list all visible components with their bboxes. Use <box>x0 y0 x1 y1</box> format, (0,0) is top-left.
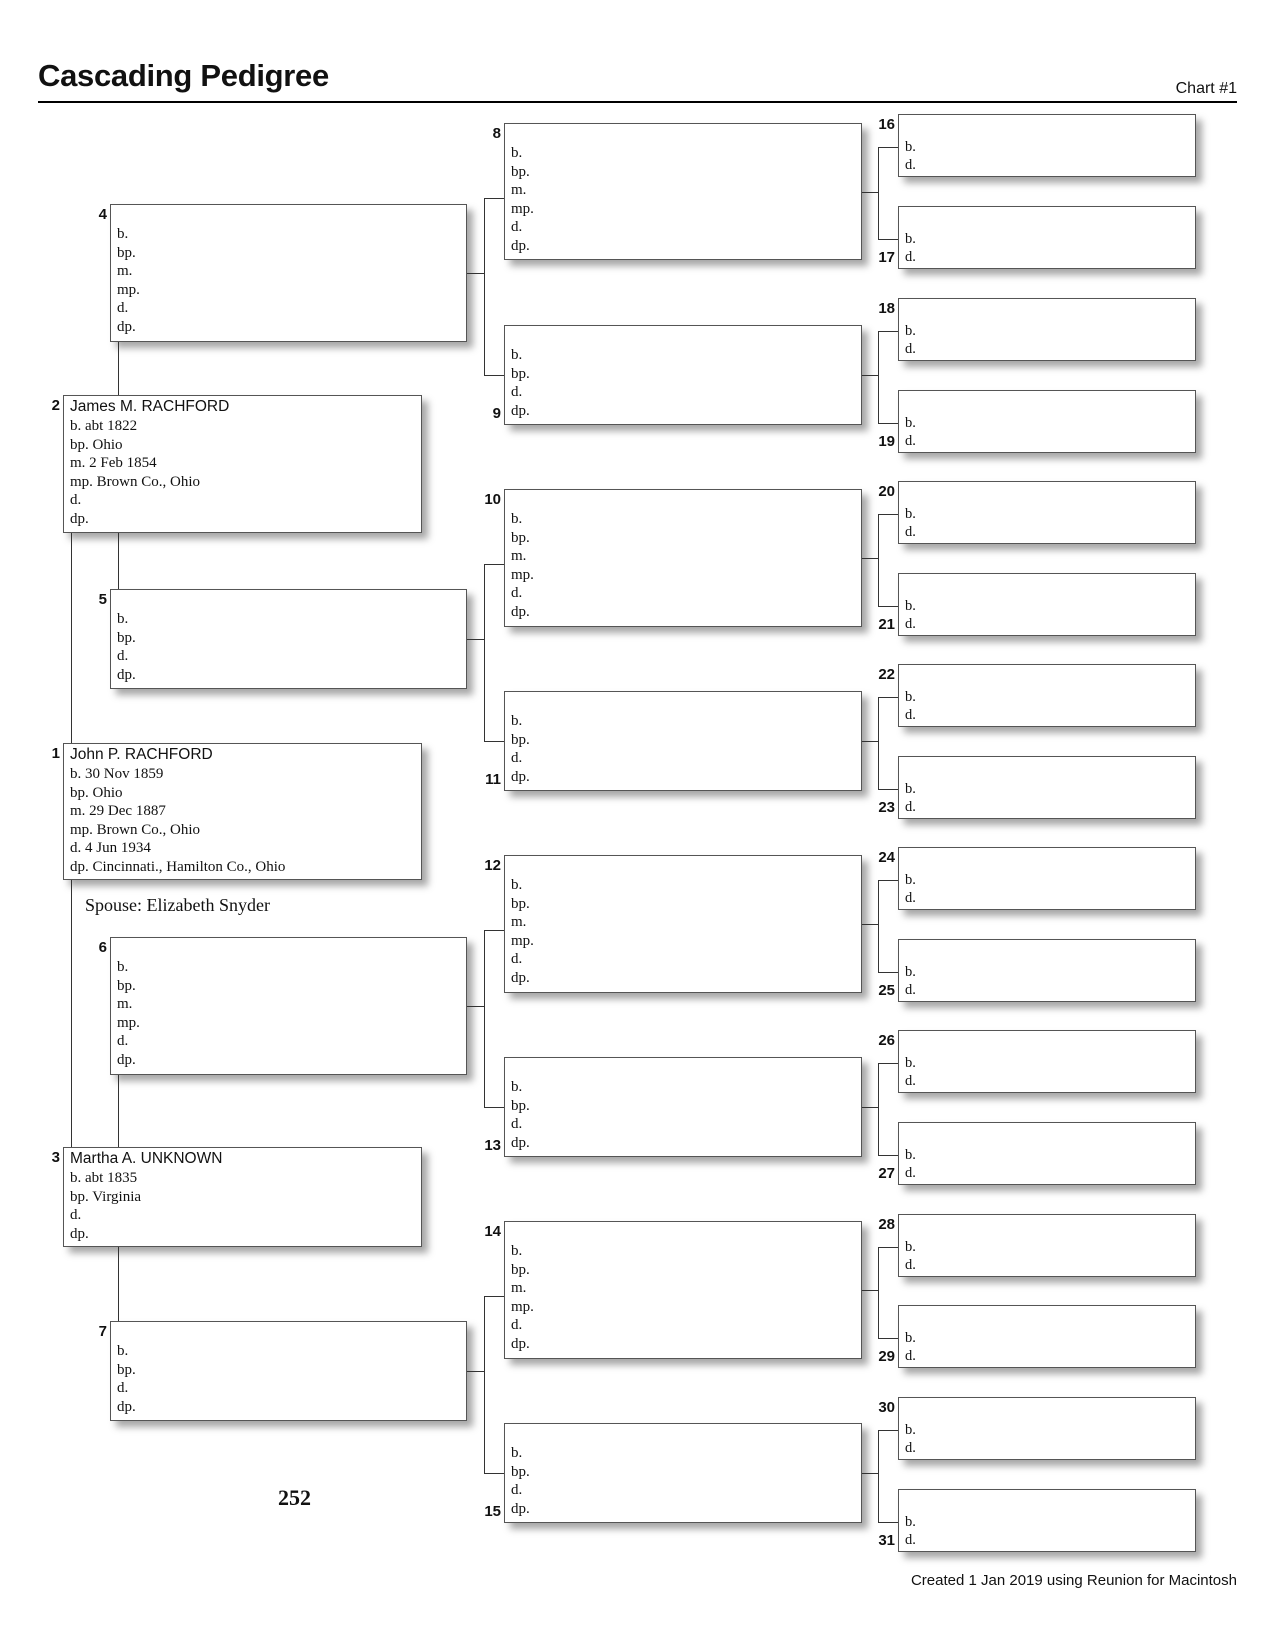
person-box-18[interactable] <box>898 298 1196 361</box>
fact-line: dp. <box>511 237 530 254</box>
fact-line: bp. Ohio <box>70 436 123 453</box>
fact-line: bp. <box>117 244 136 261</box>
fact-line: d. <box>511 384 523 400</box>
connector-line <box>862 741 878 742</box>
fact-line: d. <box>511 1317 523 1333</box>
fact-line: d. <box>511 1116 523 1132</box>
connector-line <box>484 741 504 742</box>
connector-line <box>878 239 898 240</box>
person-box-1[interactable] <box>63 743 422 880</box>
fact-line: d. <box>511 1482 523 1498</box>
connector-line <box>862 375 878 376</box>
person-number: 20 <box>878 483 895 500</box>
fact-line: bp. <box>117 629 136 646</box>
fact-line: b. <box>905 1330 916 1346</box>
name-placeholder <box>511 490 861 510</box>
person-number: 6 <box>98 939 107 956</box>
person-number: 28 <box>878 1216 895 1233</box>
person-number: 27 <box>878 1165 895 1182</box>
person-box-17[interactable] <box>898 206 1196 269</box>
connector-line <box>484 1473 504 1474</box>
page-number: 252 <box>278 1485 311 1510</box>
fact-line: b. <box>511 1243 523 1259</box>
fact-line: d. <box>117 300 129 316</box>
fact-line: mp. <box>511 1298 534 1315</box>
person-name: James M. RACHFORD <box>70 398 230 415</box>
person-number: 14 <box>484 1223 501 1240</box>
fact-line: m. 2 Feb 1854 <box>70 455 157 471</box>
connector-line <box>484 930 485 1107</box>
connector-line <box>484 198 504 199</box>
person-box-11[interactable] <box>504 691 862 791</box>
person-box-19[interactable] <box>898 390 1196 453</box>
person-box-31[interactable] <box>898 1489 1196 1552</box>
fact-line: b. <box>905 781 916 797</box>
fact-line: d. <box>905 1532 916 1548</box>
connector-line <box>118 1247 119 1321</box>
fact-line: b. <box>511 347 523 363</box>
person-number: 3 <box>51 1149 60 1166</box>
fact-line: d. <box>905 1165 916 1181</box>
fact-line: d. <box>511 951 523 967</box>
person-number: 12 <box>484 857 501 874</box>
fact-line: mp. Brown Co., Ohio <box>70 821 201 838</box>
fact-line: dp. <box>117 1398 136 1415</box>
fact-line: bp. <box>511 895 530 912</box>
connector-line <box>878 331 879 423</box>
person-number: 29 <box>878 1348 895 1365</box>
fact-line: d. <box>117 1033 129 1049</box>
name-placeholder <box>117 938 466 958</box>
fact-line: b. <box>905 1239 916 1255</box>
person-number: 26 <box>878 1032 895 1049</box>
person-box-8[interactable] <box>504 123 862 260</box>
connector-line <box>878 606 898 607</box>
name-placeholder <box>511 692 861 712</box>
fact-line: d. <box>511 585 523 601</box>
person-box-10[interactable] <box>504 489 862 627</box>
fact-line: bp. <box>511 1097 530 1114</box>
fact-line: m. <box>511 182 527 198</box>
person-box-5[interactable] <box>110 589 467 689</box>
connector-line <box>484 564 504 565</box>
connector-line <box>467 1006 484 1007</box>
fact-line: bp. <box>511 1463 530 1480</box>
person-box-13[interactable] <box>504 1057 862 1157</box>
fact-line: d. <box>905 982 916 998</box>
fact-line: b. <box>905 1055 916 1071</box>
fact-line: d. <box>905 524 916 540</box>
person-number: 15 <box>484 1503 501 1520</box>
connector-line <box>467 273 484 274</box>
fact-line: dp. <box>117 318 136 335</box>
person-number: 24 <box>878 849 895 866</box>
person-number: 2 <box>51 397 60 414</box>
fact-line: dp. <box>511 768 530 785</box>
person-number: 23 <box>878 799 895 816</box>
person-box-20[interactable] <box>898 481 1196 544</box>
fact-line: m. <box>511 914 527 930</box>
person-box-28[interactable] <box>898 1214 1196 1277</box>
person-box-15[interactable] <box>504 1423 862 1523</box>
person-number: 8 <box>492 125 501 142</box>
person-name: John P. RACHFORD <box>70 746 213 763</box>
connector-line <box>467 639 484 640</box>
fact-line: b. <box>117 611 129 627</box>
fact-line: d. <box>905 890 916 906</box>
person-number: 25 <box>878 982 895 999</box>
connector-line <box>878 514 898 515</box>
connector-line <box>878 697 879 789</box>
title-rule <box>38 101 1237 103</box>
fact-line: d. <box>905 341 916 357</box>
fact-line: bp. <box>117 1361 136 1378</box>
fact-line: mp. Brown Co., Ohio <box>70 473 201 490</box>
fact-line: dp. <box>511 969 530 986</box>
connector-line <box>118 533 119 589</box>
person-name: Martha A. UNKNOWN <box>70 1150 223 1167</box>
fact-line: m. <box>117 996 133 1012</box>
fact-line: d. <box>511 750 523 766</box>
person-number: 7 <box>98 1323 107 1340</box>
person-number: 31 <box>878 1532 895 1549</box>
fact-line: d. <box>905 1348 916 1364</box>
fact-line: b. <box>905 964 916 980</box>
person-number: 30 <box>878 1399 895 1416</box>
fact-line: mp. <box>511 566 534 583</box>
connector-line <box>467 1371 484 1372</box>
fact-line: d. <box>905 616 916 632</box>
fact-line: dp. <box>511 1335 530 1352</box>
connector-line <box>878 697 898 698</box>
person-box-30[interactable] <box>898 1397 1196 1460</box>
fact-line: d. 4 Jun 1934 <box>70 840 151 856</box>
fact-line: m. <box>511 1280 527 1296</box>
person-box-3[interactable] <box>63 1147 422 1247</box>
name-placeholder <box>511 1222 861 1242</box>
fact-line: d. <box>905 1440 916 1456</box>
fact-line: m. <box>511 548 527 564</box>
connector-line <box>862 1473 878 1474</box>
fact-line: d. <box>70 492 82 508</box>
fact-line: b. <box>905 1422 916 1438</box>
person-box-22[interactable] <box>898 664 1196 727</box>
connector-line <box>878 1247 898 1248</box>
connector-line <box>878 1430 879 1522</box>
name-placeholder <box>117 205 466 225</box>
fact-line: d. <box>905 799 916 815</box>
connector-line <box>484 375 504 376</box>
fact-line: dp. <box>70 510 89 527</box>
name-placeholder <box>511 326 861 346</box>
person-box-9[interactable] <box>504 325 862 425</box>
fact-line: b. <box>511 1079 523 1095</box>
fact-line: b. <box>511 145 523 161</box>
person-box-6[interactable] <box>110 937 467 1075</box>
person-number: 9 <box>492 405 501 422</box>
name-placeholder <box>511 856 861 876</box>
fact-line: dp. <box>511 1500 530 1517</box>
fact-line: bp. <box>511 731 530 748</box>
name-placeholder <box>511 124 861 144</box>
fact-line: dp. <box>511 1134 530 1151</box>
fact-line: dp. Cincinnati., Hamilton Co., Ohio <box>70 858 286 875</box>
person-number: 18 <box>878 300 895 317</box>
fact-line: b. <box>117 1343 129 1359</box>
fact-line: b. <box>905 689 916 705</box>
fact-line: m. 29 Dec 1887 <box>70 803 166 819</box>
person-number: 4 <box>98 206 107 223</box>
fact-line: d. <box>117 1380 129 1396</box>
footer-credit: Created 1 Jan 2019 using Reunion for Macintosh <box>910 1572 1237 1589</box>
connector-line <box>878 789 898 790</box>
connector-line <box>484 198 485 375</box>
fact-line: dp. <box>511 402 530 419</box>
connector-line <box>878 1522 898 1523</box>
person-box-23[interactable] <box>898 756 1196 819</box>
fact-line: b. abt 1822 <box>70 418 138 434</box>
fact-line: b. <box>117 959 129 975</box>
fact-line: bp. Ohio <box>70 784 123 801</box>
person-number: 13 <box>484 1137 501 1154</box>
person-box-26[interactable] <box>898 1030 1196 1093</box>
fact-line: mp. <box>117 281 140 298</box>
person-box-24[interactable] <box>898 847 1196 910</box>
fact-line: bp. <box>511 1261 530 1278</box>
fact-line: bp. <box>117 977 136 994</box>
connector-line <box>862 924 878 925</box>
fact-line: b. <box>905 1514 916 1530</box>
fact-line: b. abt 1835 <box>70 1170 138 1186</box>
fact-line: b. <box>511 877 523 893</box>
connector-line <box>862 1290 878 1291</box>
fact-line: d. <box>905 1257 916 1273</box>
connector-line <box>878 331 898 332</box>
connector-line <box>878 1338 898 1339</box>
fact-line: b. <box>905 506 916 522</box>
connector-line <box>118 1075 119 1147</box>
connector-line <box>484 930 504 931</box>
fact-line: b. <box>511 713 523 729</box>
fact-line: dp. <box>117 1051 136 1068</box>
fact-line: dp. <box>117 666 136 683</box>
name-placeholder <box>511 1424 861 1444</box>
connector-line <box>484 1296 504 1297</box>
fact-line: dp. <box>70 1225 89 1242</box>
person-box-7[interactable] <box>110 1321 467 1421</box>
fact-line: d. <box>905 1073 916 1089</box>
fact-line: mp. <box>511 932 534 949</box>
fact-line: d. <box>70 1207 82 1223</box>
fact-line: b. 30 Nov 1859 <box>70 766 164 782</box>
fact-line: b. <box>905 323 916 339</box>
connector-line <box>878 880 879 972</box>
connector-line <box>862 192 878 193</box>
fact-line: bp. <box>511 529 530 546</box>
connector-line <box>878 147 898 148</box>
page-title: Cascading Pedigree <box>38 58 329 93</box>
fact-line: b. <box>905 415 916 431</box>
connector-line <box>484 1107 504 1108</box>
chart-number: Chart #1 <box>1175 80 1237 97</box>
fact-line: b. <box>905 1147 916 1163</box>
fact-line: bp. <box>511 365 530 382</box>
fact-line: d. <box>905 249 916 265</box>
connector-line <box>878 1155 898 1156</box>
fact-line: m. <box>117 263 133 279</box>
person-box-25[interactable] <box>898 939 1196 1002</box>
person-number: 21 <box>878 616 895 633</box>
fact-line: mp. <box>117 1014 140 1031</box>
person-box-14[interactable] <box>504 1221 862 1359</box>
connector-line <box>878 1063 898 1064</box>
connector-line <box>878 880 898 881</box>
connector-line <box>878 423 898 424</box>
fact-line: d. <box>905 157 916 173</box>
connector-line <box>484 1296 485 1473</box>
connector-line <box>878 1247 879 1338</box>
connector-line <box>484 564 485 741</box>
person-box-12[interactable] <box>504 855 862 993</box>
connector-line <box>862 1107 878 1108</box>
fact-line: d. <box>905 707 916 723</box>
person-box-2[interactable] <box>63 395 422 533</box>
name-placeholder <box>117 1322 466 1342</box>
fact-line: b. <box>117 226 129 242</box>
connector-line <box>118 342 119 395</box>
fact-line: b. <box>511 1445 523 1461</box>
connector-line <box>878 1063 879 1155</box>
person-number: 22 <box>878 666 895 683</box>
connector-line <box>878 514 879 606</box>
connector-line <box>71 533 72 743</box>
connector-line <box>878 1430 898 1431</box>
person-number: 10 <box>484 491 501 508</box>
person-number: 19 <box>878 433 895 450</box>
fact-line: mp. <box>511 200 534 217</box>
fact-line: d. <box>117 648 129 664</box>
name-placeholder <box>511 1058 861 1078</box>
person-number: 17 <box>878 249 895 266</box>
person-box-21[interactable] <box>898 573 1196 636</box>
person-number: 1 <box>51 745 60 762</box>
person-box-16[interactable] <box>898 114 1196 177</box>
fact-line: d. <box>511 219 523 235</box>
spouse-line: Spouse: Elizabeth Snyder <box>85 895 270 915</box>
person-number: 11 <box>485 771 501 788</box>
connector-line <box>878 147 879 239</box>
fact-line: b. <box>905 598 916 614</box>
person-box-4[interactable] <box>110 204 467 342</box>
fact-line: dp. <box>511 603 530 620</box>
person-box-29[interactable] <box>898 1305 1196 1368</box>
person-number: 16 <box>878 116 895 133</box>
name-placeholder <box>117 590 466 610</box>
fact-line: b. <box>511 511 523 527</box>
connector-line <box>862 558 878 559</box>
fact-line: bp. Virginia <box>70 1188 142 1205</box>
fact-line: bp. <box>511 163 530 180</box>
connector-line <box>71 880 72 1147</box>
fact-line: d. <box>905 433 916 449</box>
person-box-27[interactable] <box>898 1122 1196 1185</box>
connector-line <box>878 972 898 973</box>
fact-line: b. <box>905 139 916 155</box>
fact-line: b. <box>905 872 916 888</box>
fact-line: b. <box>905 231 916 247</box>
person-number: 5 <box>98 591 107 608</box>
